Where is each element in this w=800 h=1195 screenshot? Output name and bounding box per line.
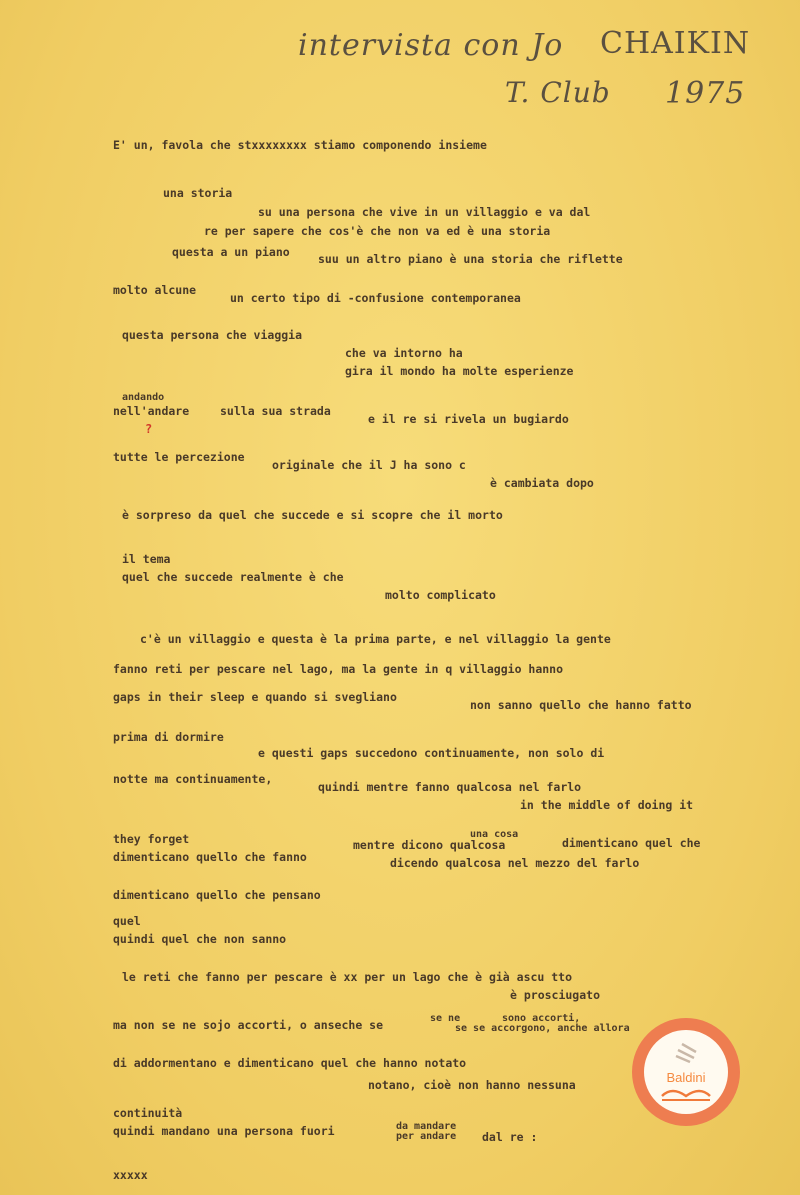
text-line: di addormentano e dimenticano quel che hanno notato	[113, 1056, 467, 1070]
text-line: sono accorti,	[502, 1013, 581, 1024]
text-line: re per sapere che cos'è che non va ed è una storia	[204, 224, 551, 238]
text-line: non sanno quello che hanno fatto	[470, 698, 692, 712]
text-line: se ne	[430, 1013, 461, 1024]
text-line: è sorpreso da quel che succede e si scopre che il morto	[122, 508, 503, 522]
text-line: e il re si rivela un bugiardo	[368, 412, 569, 426]
text-line: quindi mandano una persona fuori	[113, 1124, 335, 1138]
text-line: ma non se ne sojo accorti, o anseche se	[113, 1018, 384, 1032]
text-line: molto alcune	[113, 283, 197, 297]
text-line: dimenticano quel che	[562, 836, 701, 850]
text-line: nell'andare	[113, 404, 190, 418]
text-line: quel	[113, 914, 141, 928]
text-line: continuità	[113, 1106, 183, 1120]
text-line: quel che succede realmente è che	[122, 570, 344, 584]
text-line: fanno reti per pescare nel lago, ma la gente in q villaggio hanno	[113, 662, 564, 676]
text-line: notano, cioè non hanno nessuna	[368, 1078, 576, 1092]
text-line: xxxxx	[113, 1168, 148, 1182]
text-line: dal re :	[482, 1130, 538, 1144]
text-line: originale che il J ha sono c	[272, 458, 466, 472]
text-line: molto complicato	[385, 588, 496, 602]
text-line: tutte le percezione	[113, 450, 245, 464]
text-line: le reti che fanno per pescare è xx per un lago che è già ascu tto	[122, 970, 573, 984]
stamp-label: Baldini	[666, 1070, 706, 1085]
text-line: per andare	[396, 1131, 457, 1142]
text-line: dimenticano quello che fanno	[113, 850, 307, 864]
text-line: che va intorno ha	[345, 346, 463, 360]
text-line: se se accorgono, anche allora	[455, 1023, 630, 1034]
text-line: dimenticano quello che pensano	[113, 888, 321, 902]
text-line: una cosa	[470, 829, 519, 840]
text-line: una storia	[163, 186, 233, 200]
text-line: questa persona che viaggia	[122, 328, 303, 342]
text-line: da mandare	[396, 1121, 457, 1132]
text-line: è cambiata dopo	[490, 476, 594, 490]
text-line: un certo tipo di -confusione contemporanea	[230, 291, 521, 305]
text-line: è prosciugato	[510, 988, 601, 1002]
text-line: mentre dicono qualcosa	[353, 838, 506, 852]
handwritten-name: CHAIKIN	[600, 26, 751, 61]
text-line: suu un altro piano è una storia che riflette	[318, 252, 623, 266]
text-line: prima di dormire	[113, 730, 224, 744]
text-line: quindi quel che non sanno	[113, 932, 287, 946]
text-line: sulla sua strada	[220, 404, 331, 418]
question-mark: ?	[145, 422, 153, 436]
text-line: they forget	[113, 832, 190, 846]
text-line: dicendo qualcosa nel mezzo del farlo	[390, 856, 640, 870]
text-line: E' un, favola che stxxxxxxxx stiamo componendo insieme	[113, 138, 487, 152]
text-line: notte ma continuamente,	[113, 772, 273, 786]
text-line: quindi mentre fanno qualcosa nel farlo	[318, 780, 582, 794]
handwritten-year: 1975	[665, 76, 746, 111]
text-line: c'è un villaggio e questa è la prima parte, e nel villaggio la gente	[140, 632, 611, 646]
text-line: in the middle of doing it	[520, 798, 694, 812]
text-line: gaps in their sleep e quando si svegliano	[113, 690, 397, 704]
stamp-inner	[644, 1030, 728, 1114]
archive-stamp	[632, 1018, 740, 1126]
handwritten-place: T. Club	[505, 76, 611, 109]
handwritten-title: intervista con Jo	[298, 28, 564, 63]
text-line: e questi gaps succedono continuamente, non solo di	[258, 746, 605, 760]
text-line: gira il mondo ha molte esperienze	[345, 364, 574, 378]
text-line: il tema	[122, 552, 171, 566]
text-line: andando	[122, 392, 165, 403]
text-line: su una persona che vive in un villaggio e va dal	[258, 205, 591, 219]
text-line: questa a un piano	[172, 245, 290, 259]
